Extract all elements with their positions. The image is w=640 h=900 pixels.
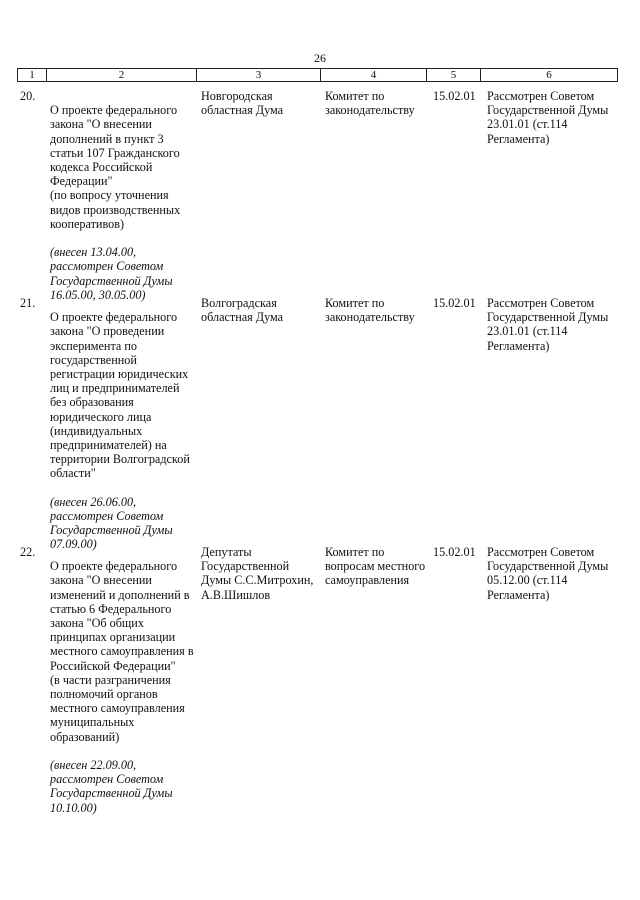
page-number: 26 xyxy=(314,51,326,65)
header-col-6: 6 xyxy=(546,69,552,81)
row-date: 15.02.01 xyxy=(433,89,476,103)
row-title: О проекте федерального закона "О внесении дополнений в пункт 3 статьи 107 Гражданского кодекса Российской Федерации" (по вопросу уточнения видов производственных кооперативов) xyxy=(50,103,181,231)
header-col-1: 1 xyxy=(18,69,47,81)
header-col-5: 5 xyxy=(427,69,481,81)
row-number: 21. xyxy=(20,296,36,310)
row-title: О проекте федерального закона "О проведении эксперимента по государственной регистрации юридических лиц и предпринимателей без образования юридического лица (индивидуальных предпринимателей) на территории Волгоградской области" xyxy=(50,310,190,481)
row-note: (внесен 22.09.00, рассмотрен Советом Государственной Думы 10.10.00) xyxy=(50,758,173,815)
row-status: Рассмотрен Советом Государственной Думы 05.12.00 (ст.114 Регламента) xyxy=(487,545,609,602)
row-note: (внесен 13.04.00, рассмотрен Советом Государственной Думы 16.05.00, 30.05.00) xyxy=(50,245,173,302)
row-initiator: Новгородская областная Дума xyxy=(201,89,284,118)
header-col-3: 3 xyxy=(197,69,321,81)
row-status: Рассмотрен Советом Государственной Думы 23.01.01 (ст.114 Регламента) xyxy=(487,89,609,146)
row-date: 15.02.01 xyxy=(433,545,476,559)
row-description xyxy=(50,296,198,566)
row-description xyxy=(50,545,198,829)
row-number: 22. xyxy=(20,545,36,559)
row-initiator: Депутаты Государственной Думы С.С.Митрохин, А.В.Шишлов xyxy=(201,545,314,602)
row-initiator: Волгоградская областная Дума xyxy=(201,296,284,325)
row-description xyxy=(50,89,198,316)
row-status: Рассмотрен Советом Государственной Думы 23.01.01 (ст.114 Регламента) xyxy=(487,296,609,353)
row-committee: Комитет по вопросам местного самоуправления xyxy=(325,545,426,588)
row-date: 15.02.01 xyxy=(433,296,476,310)
row-committee: Комитет по законодательству xyxy=(325,89,415,118)
row-title: О проекте федерального закона "О внесении изменений и дополнений в статью 6 Федерального закона "Об общих принципах организации местного самоуправления в Российской Федерации" (в части разграничения полномочий органов местного самоуправления муниципальных образований) xyxy=(50,559,194,744)
row-committee: Комитет по законодательству xyxy=(325,296,415,325)
row-note: (внесен 26.06.00, рассмотрен Советом Государственной Думы 07.09.00) xyxy=(50,494,173,552)
row-number: 20. xyxy=(20,89,36,103)
header-col-2: 2 xyxy=(47,69,197,81)
table-header-row xyxy=(17,68,618,82)
header-col-4: 4 xyxy=(321,69,427,81)
